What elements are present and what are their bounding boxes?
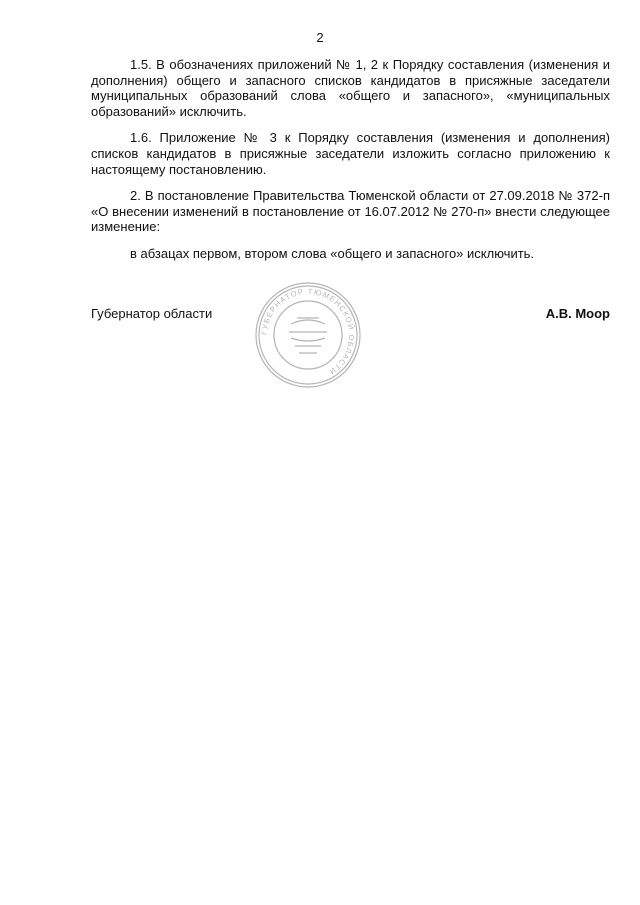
signature-block [91,286,610,390]
paragraph-2-change: в абзацах первом, втором слова «общего и запасного» исключить. [130,245,535,261]
signer-title: Губернатор области [91,306,213,321]
paragraph-1-6: 1.6. Приложение № 3 к Порядку составления (изменения и дополнения) списков кандидатов в присяжные заседатели изложить согласно приложению к настоящему постановлению. [91,130,610,177]
paragraph-1-5: 1.5. В обозначениях приложений № 1, 2 к Порядку составления (изменения и дополнения) общего и запасного списков кандидатов в присяжные заседатели муниципальных образований слова «общего и запасного», «муниципальных образований» исключить. [91,57,610,119]
official-seal-stamp [253,280,363,390]
svg-text:ГУБЕРНАТОР ТЮМЕНСКОЙ ОБЛАСТИ: ГУБЕРНАТОР ТЮМЕНСКОЙ ОБЛАСТИ [259,286,357,377]
signer-name: А.В. Моор [545,306,610,321]
page-number: 2 [316,30,324,45]
document-body [91,57,610,273]
paragraph-2: 2. В постановление Правительства Тюменской области от 27.09.2018 № 372-п «О внесении изменений в постановление от 16.07.2012 № 270-п» внести следующее изменение: [91,188,610,235]
